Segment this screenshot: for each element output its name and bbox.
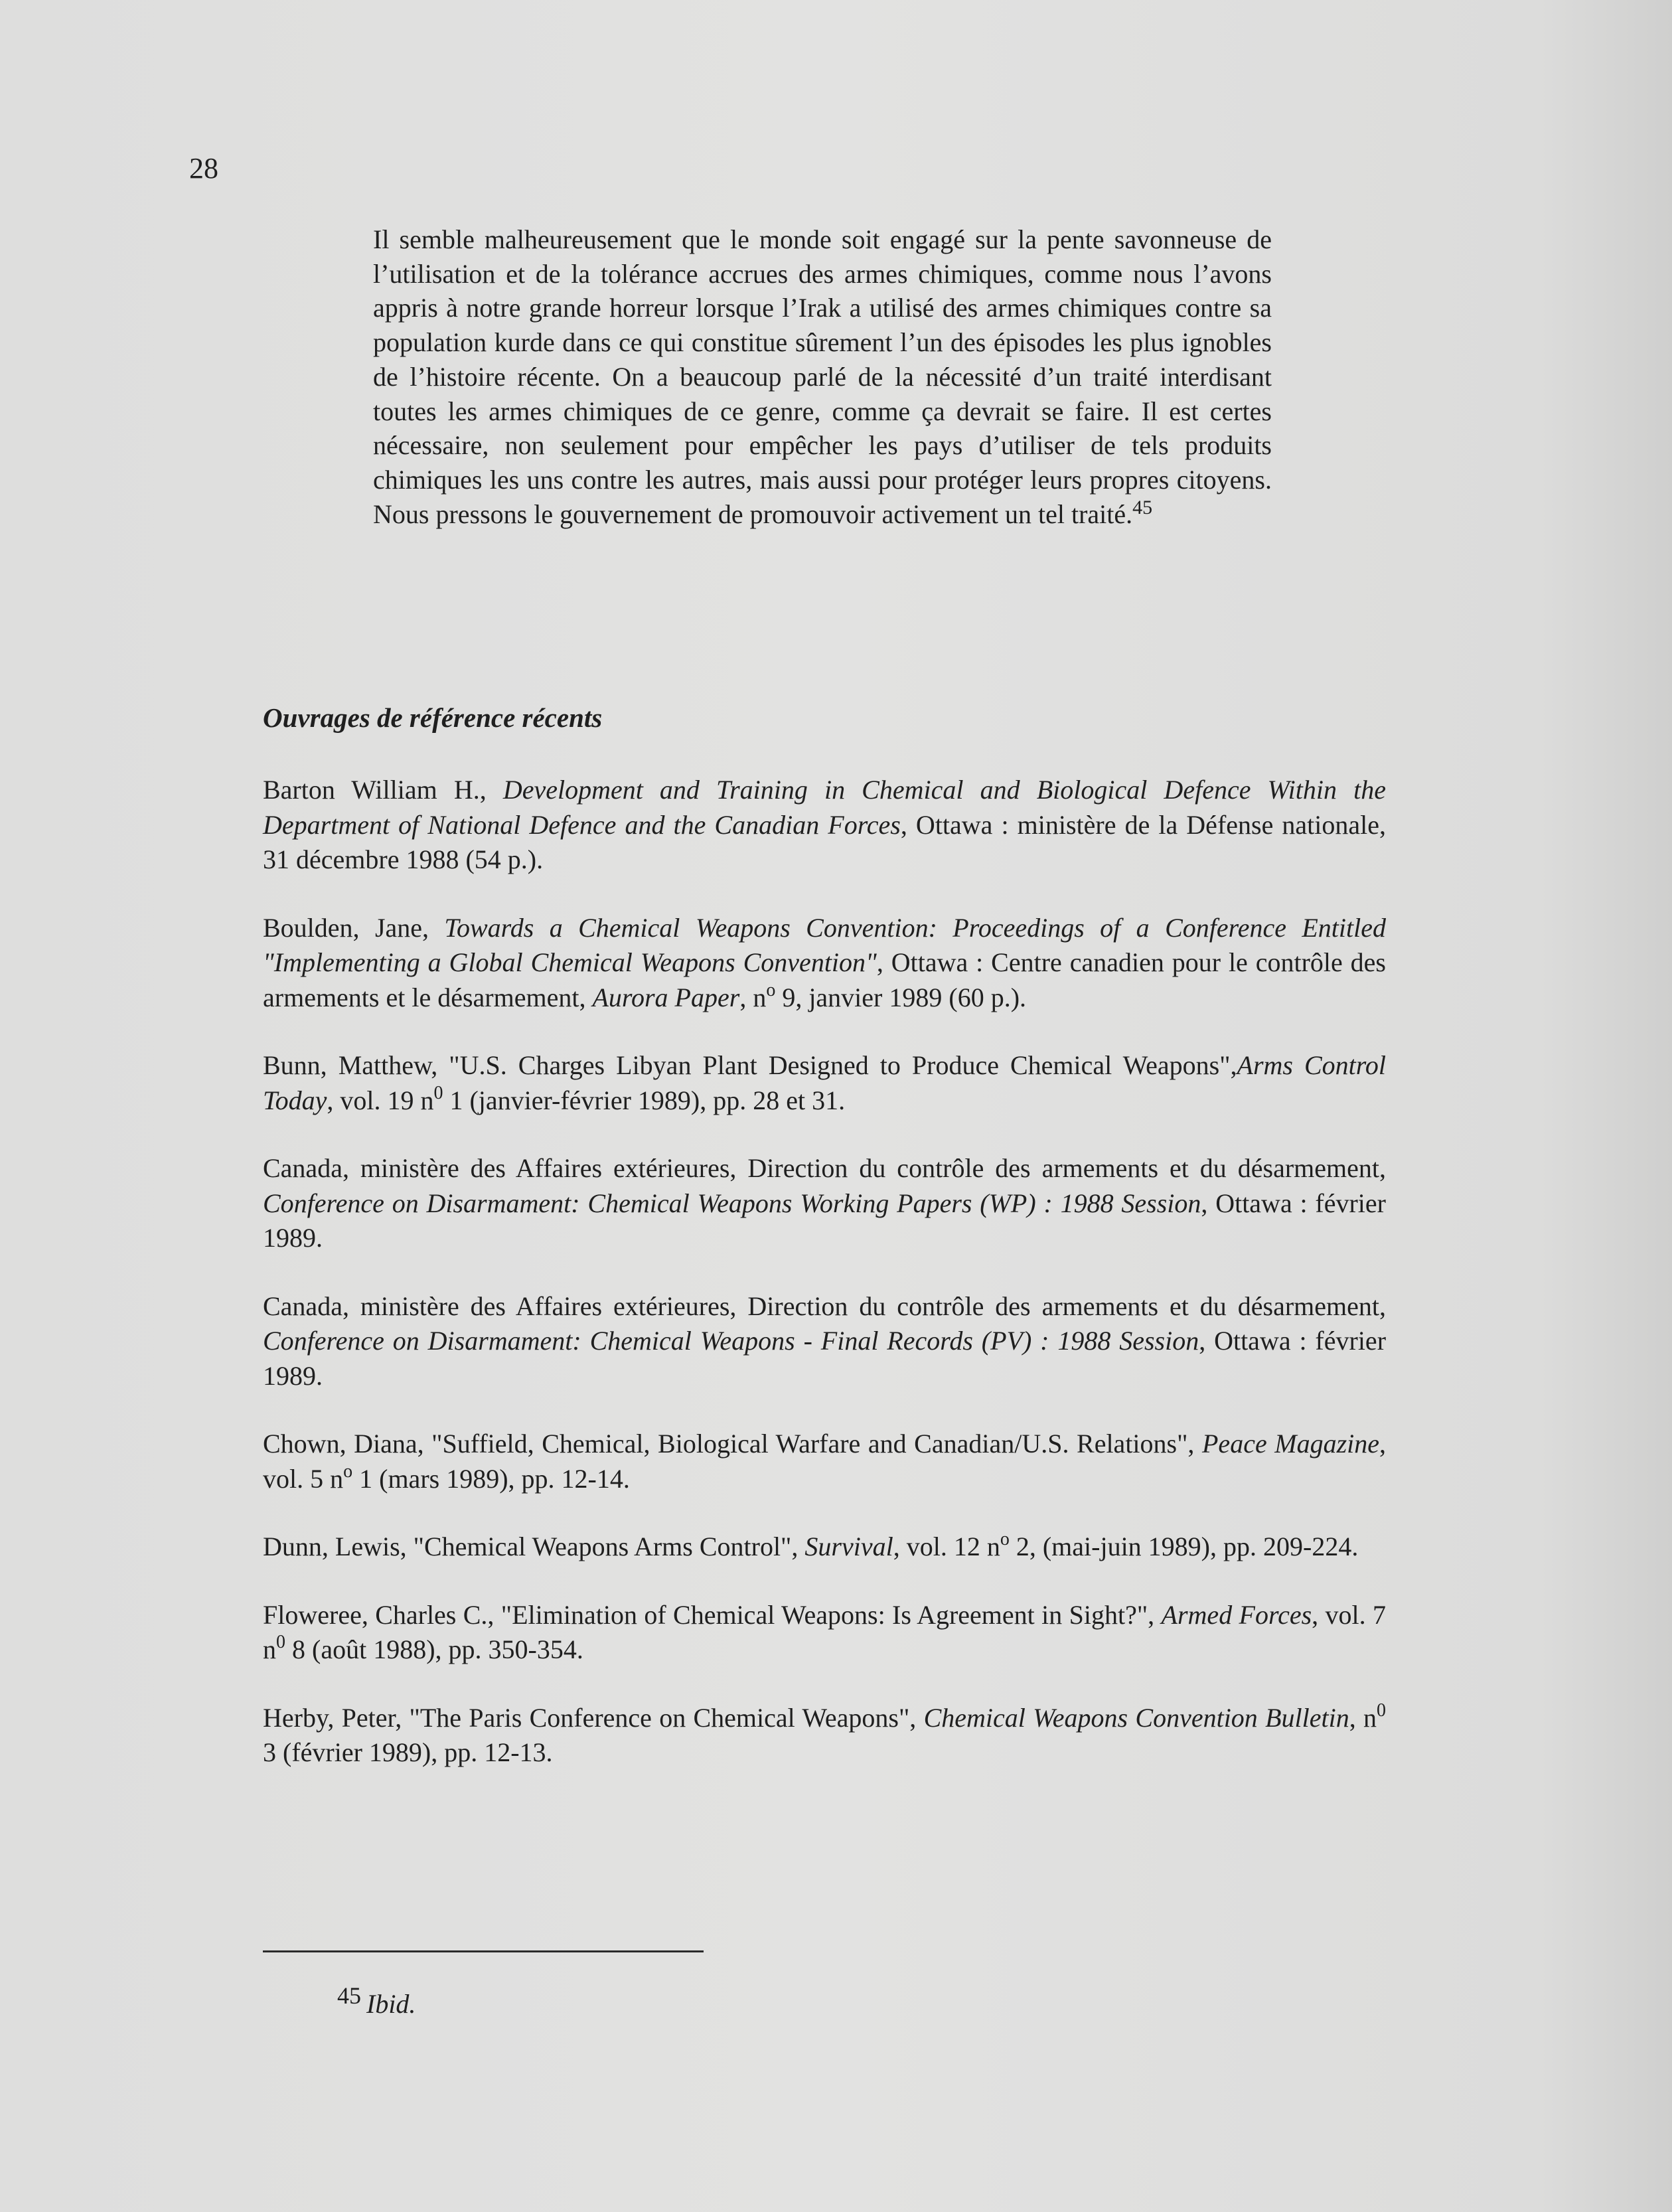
bibliography-entry-boulden [263,911,1386,1016]
entry-details: 1 (janvier-février 1989), pp. 28 et 31. [443,1085,846,1115]
entry-details: 8 (août 1988), pp. 350-354. [285,1634,583,1664]
bibliography-entry-barton [263,773,1386,878]
entry-author: Barton William H., [263,775,503,805]
entry-author: Bunn, Matthew, "U.S. Charges Libyan Plant Designed to Produce Chemical Weapons", [263,1050,1237,1080]
entry-details: , vol. 5 n [263,1429,1387,1494]
entry-author: Canada, ministère des Affaires extérieures, Direction du contrôle des armements et du désarmement, [263,1291,1386,1321]
entry-title: Conference on Disarmament: Chemical Weapons - Final Records (PV) : 1988 Session [263,1326,1199,1356]
entry-author: Herby, Peter, "The Paris Conference on Chemical Weapons", [263,1702,924,1733]
bibliography-entry-canada-wp [263,1151,1386,1256]
footnote [337,1984,416,2017]
entry-details: , Ottawa : février 1989. [263,1188,1386,1253]
footnote-reference: 45 [1132,496,1153,518]
body-paragraph-text: Il semble malheureusement que le monde soit engagé sur la pente savonneuse de l’utilisation et de la tolérance accrues des armes chimiques, comme nous l’avons appris à notre grande horreur lorsque l’Irak a utilisé des armes chimiques contre sa population kurde dans ce qui constitue sûrement l’un des épisodes les plus ignobles de l’histoire récente. On a beaucoup parlé de la nécessité d’un traité interdisant toutes les armes chimiques de ce genre, comme ça devrait se faire. Il est certes nécessaire, non seulement pour empêcher les pays d’utiliser de tels produits chimiques les uns contre les autres, mais aussi pour protéger leurs propres citoyens. Nous pressons le gouvernement de promouvoir activement un tel traité. [373,224,1272,529]
footnote-divider [263,1950,704,1952]
bibliography-entry-chown [263,1427,1386,1496]
entry-title: Survival [804,1532,893,1561]
section-heading: Ouvrages de référence récents [263,702,603,733]
bibliography-entry-canada-pv [263,1289,1386,1394]
number-superscript: 0 [433,1082,443,1103]
entry-author: Dunn, Lewis, "Chemical Weapons Arms Control", [263,1532,805,1561]
entry-details: , Ottawa : février 1989. [263,1326,1387,1391]
entry-title: Arms Control Today [263,1050,1386,1115]
entry-details: , vol. 12 n [893,1532,1000,1561]
entry-author: Floweree, Charles C., "Elimination of Chemical Weapons: Is Agreement in Sight?", [263,1599,1162,1630]
number-superscript: 0 [1377,1699,1387,1721]
page-number: 28 [189,152,218,185]
entry-author: Boulden, Jane, [263,912,445,943]
entry-title: Chemical Weapons Convention Bulletin [923,1702,1349,1733]
entry-details: 9, janvier 1989 (60 p.). [775,982,1027,1012]
entry-author: Canada, ministère des Affaires extérieures, Direction du contrôle des armements et du désarmement, [263,1153,1386,1183]
entry-details: 2, (mai-juin 1989), pp. 209-224. [1009,1532,1359,1561]
footnote-number: 45 [337,1982,361,2009]
entry-title: Towards a Chemical Weapons Convention: Proceedings of a Conference Entitled "Implementing a Global Chemical Weapons Convention" [263,912,1386,977]
entry-details: , vol. 19 n [327,1085,434,1115]
entry-series-title: Aurora Paper [592,982,740,1012]
entry-details: 3 (février 1989), pp. 12-13. [263,1737,553,1767]
entry-details: , Ottawa : ministère de la Défense nationale, 31 décembre 1988 (54 p.). [263,809,1386,874]
entry-title: Peace Magazine [1202,1429,1380,1459]
entry-author: Chown, Diana, "Suffield, Chemical, Biological Warfare and Canadian/U.S. Relations", [263,1429,1202,1459]
number-superscript: o [343,1461,353,1482]
entry-details: 1 (mars 1989), pp. 12-14. [352,1463,630,1494]
entry-details: , n [739,982,767,1012]
entry-details: , vol. 7 n [263,1599,1386,1664]
number-superscript: o [1000,1529,1010,1549]
bibliography-list [263,773,1386,1804]
entry-details: , n [1349,1702,1377,1733]
footnote-text: Ibid. [366,1989,416,2019]
bibliography-entry-floweree [263,1598,1386,1668]
entry-title: Development and Training in Chemical and Biological Defence Within the Department of National Defence and the Canadian Forces [263,775,1386,840]
number-superscript: o [766,979,776,1000]
entry-details: , Ottawa : Centre canadien pour le contrôle des armements et le désarmement, [263,947,1386,1012]
bibliography-entry-herby [263,1701,1386,1771]
number-superscript: 0 [276,1632,285,1652]
bibliography-entry-dunn [263,1530,1386,1565]
entry-title: Armed Forces [1161,1599,1312,1630]
bibliography-entry-bunn [263,1048,1386,1118]
body-paragraph [373,222,1272,531]
entry-title: Conference on Disarmament: Chemical Weapons Working Papers (WP) : 1988 Session [263,1188,1201,1218]
